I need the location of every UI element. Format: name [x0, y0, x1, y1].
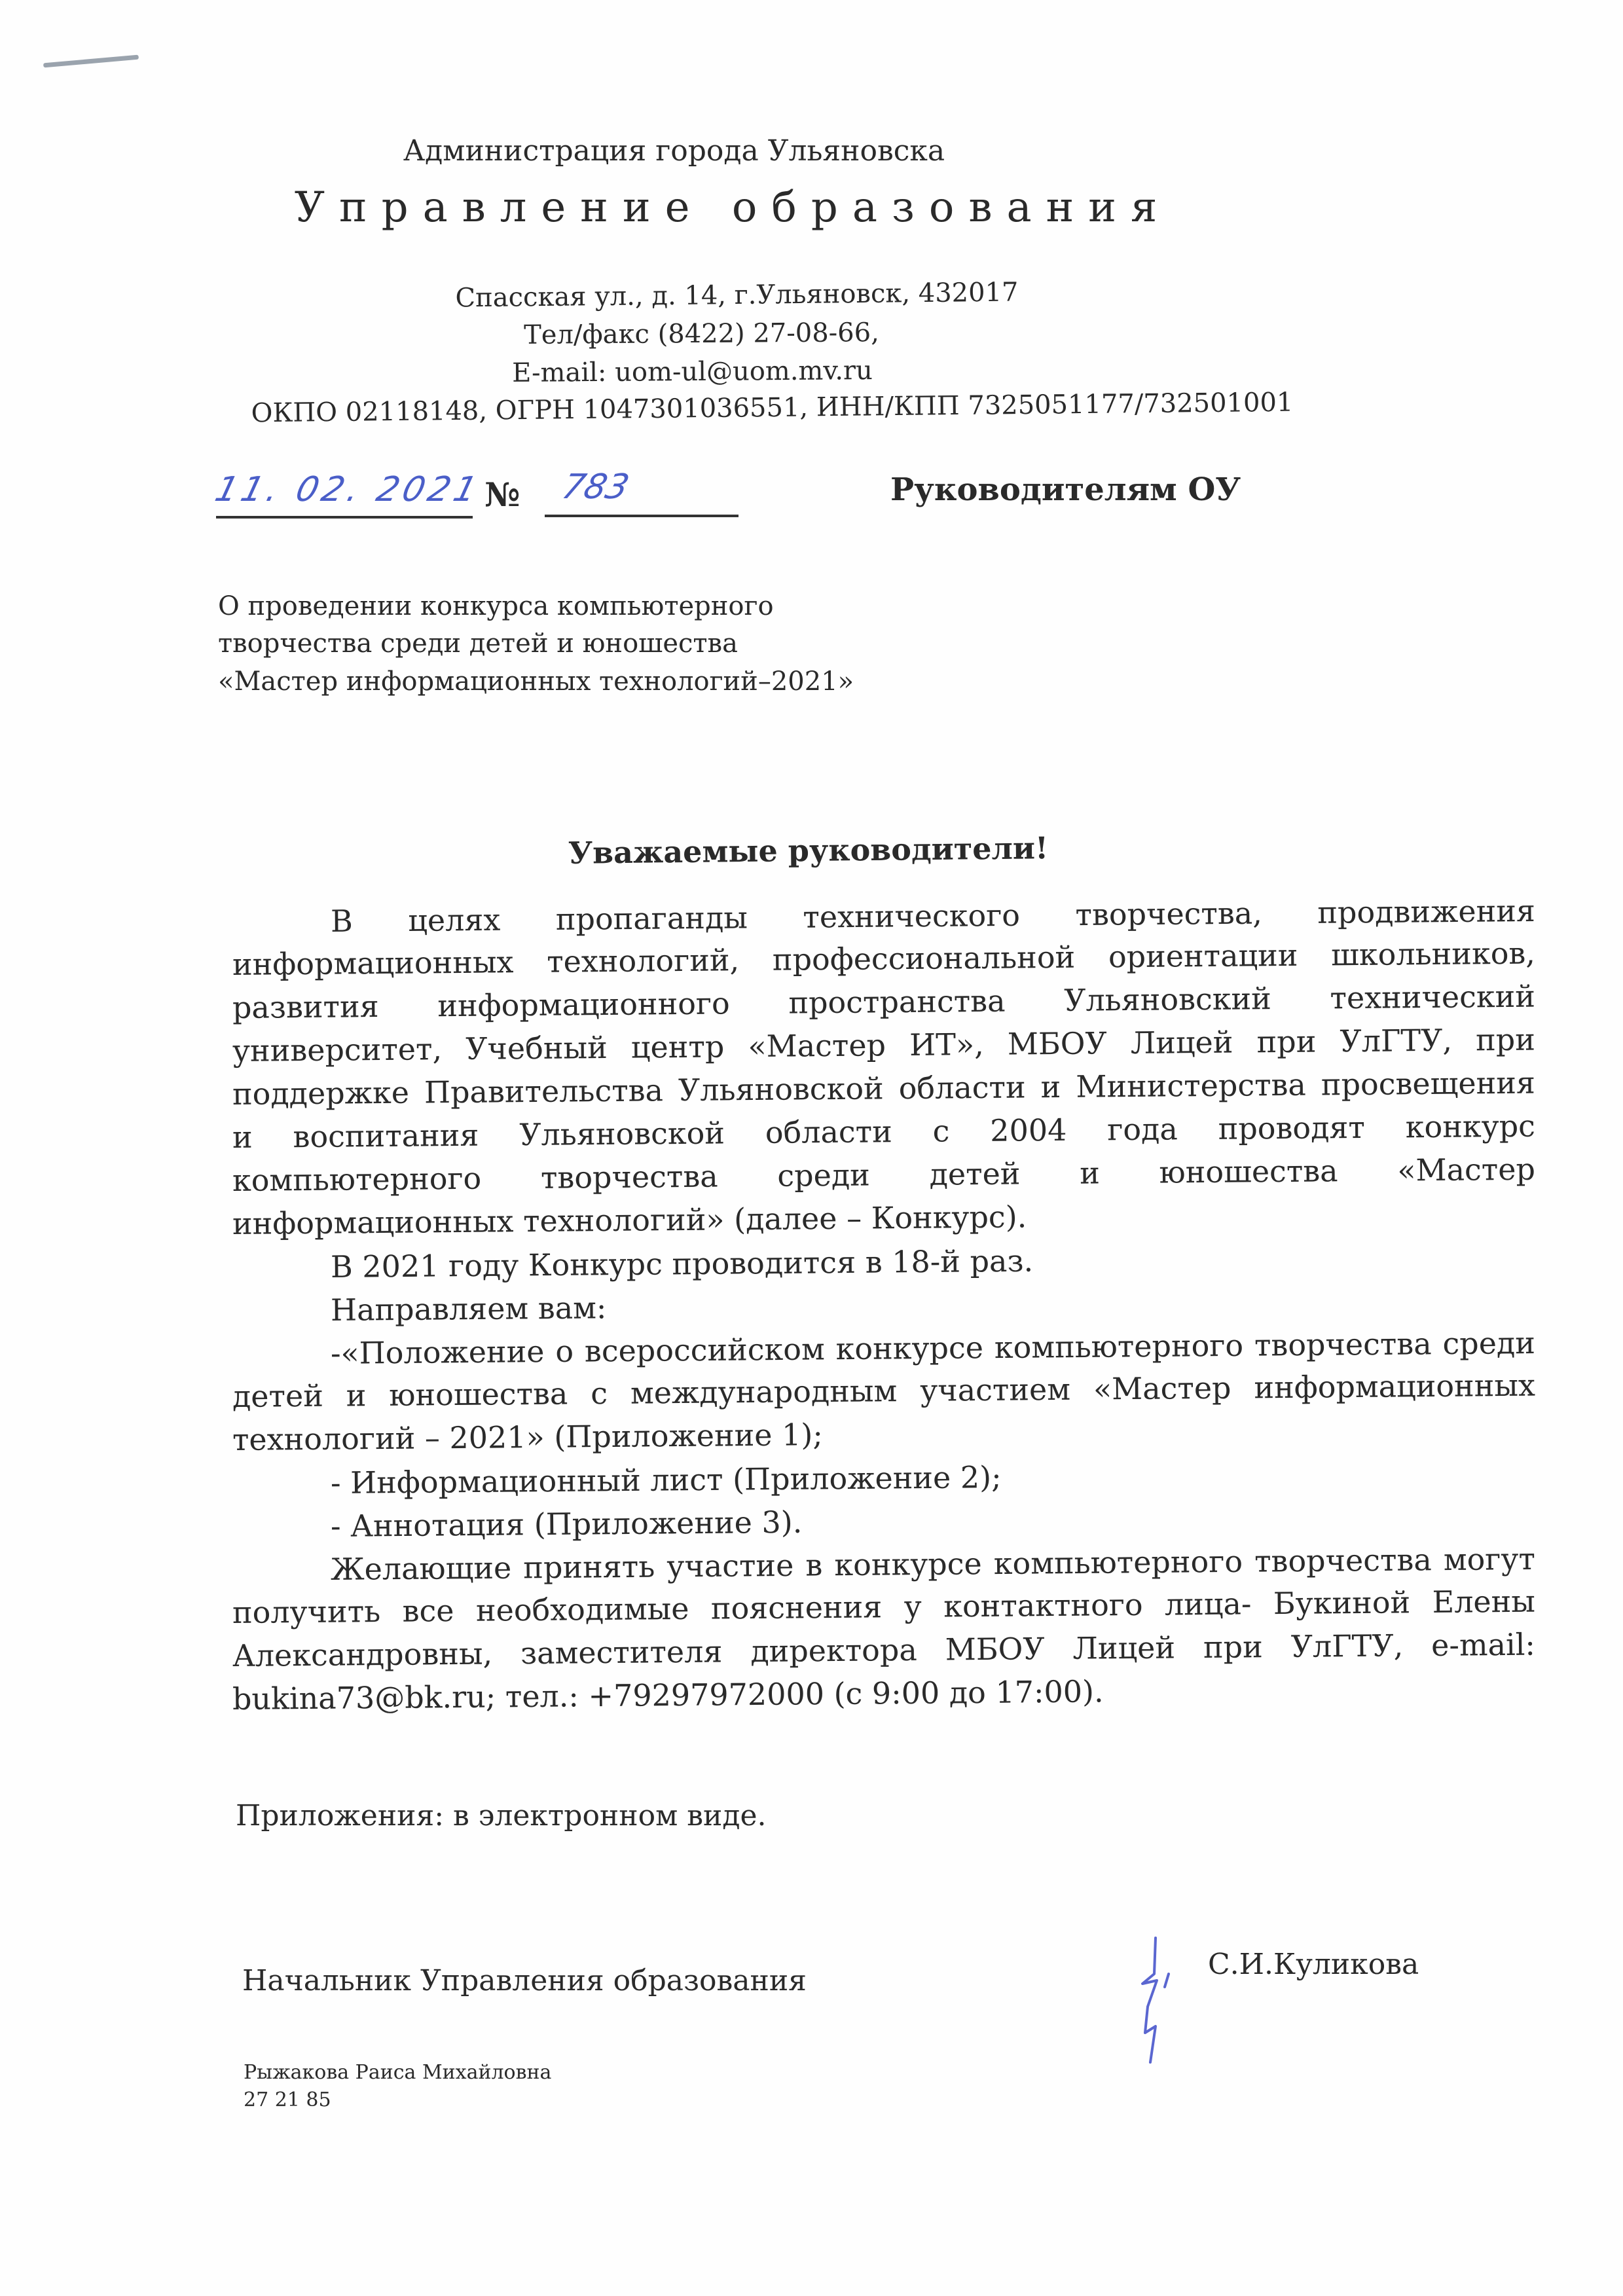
subject-line: творчества среди детей и юношества — [218, 629, 738, 659]
body-line: технологий – 2021» (Приложение 1); — [232, 1417, 824, 1457]
signatory-title: Начальник Управления образования — [242, 1964, 807, 1997]
body-line: университет, Учебный центр «Мастер ИТ», МБОУ Лицей при УлГТУ, при — [232, 1021, 1536, 1068]
body-line: информационных технологий» (далее – Конкурс). — [232, 1199, 1027, 1241]
body-line: В целях пропаганды технического творчества, продвижения — [330, 892, 1536, 939]
body-line: поддержке Правительства Ульяновской области и Министерства просвещения — [232, 1065, 1536, 1112]
department-name: Управление образования — [294, 183, 1172, 232]
date-underline — [216, 516, 473, 519]
body-line: Желающие принять участие в конкурсе компьютерного творчества могут — [330, 1540, 1536, 1587]
number-field — [545, 467, 739, 515]
subject-line: «Мастер информационных технологий–2021» — [218, 666, 854, 697]
handwritten-signature — [1116, 1935, 1208, 2066]
body-line: - Информационный лист (Приложение 2); — [330, 1459, 1002, 1501]
handwritten-number: 783 — [558, 467, 633, 507]
body-line: информационных технологий, профессиональной ориентации школьников, — [232, 935, 1536, 982]
body-line: развития информационного пространства Ульяновский технический — [232, 978, 1536, 1025]
number-sign: № — [484, 475, 520, 514]
handwritten-date: 11. 02. 2021 — [211, 470, 485, 509]
executor-phone: 27 21 85 — [244, 2088, 331, 2111]
body-line: В 2021 году Конкурс проводится в 18-й раз. — [330, 1243, 1034, 1285]
number-underline — [545, 515, 739, 517]
body-line: bukina73@bk.ru; тел.: +79297972000 (с 9:00 до 17:00). — [232, 1673, 1104, 1717]
body-line: - Аннотация (Приложение 3). — [330, 1504, 803, 1544]
executor-name: Рыжакова Раиса Михайловна — [244, 2061, 552, 2084]
subject-line: О проведении конкурса компьютерного — [218, 591, 774, 621]
greeting: Уважаемые руководители! — [568, 830, 1049, 871]
recipient: Руководителям ОУ — [890, 471, 1241, 508]
phone-fax: Тел/факс (8422) 27-08-66, — [524, 318, 879, 350]
address: Спасская ул., д. 14, г.Ульяновск, 432017 — [455, 277, 1019, 314]
body-line: получить все необходимые пояснения у контактного лица- Букиной Елены — [232, 1583, 1536, 1630]
body-line: детей и юношества с международным участием «Мастер информационных — [232, 1367, 1536, 1414]
registry-codes: ОКПО 02118148, ОГРН 1047301036551, ИНН/КПП 7325051177/732501001 — [251, 387, 1294, 429]
email: E-mail: uom-ul@uom.mv.ru — [511, 355, 873, 388]
body-line: компьютерного творчества среди детей и юношества «Мастер — [232, 1151, 1536, 1198]
date-field — [211, 470, 485, 515]
administration-name: Администрация города Ульяновска — [403, 134, 945, 168]
body-line: Александровны, заместителя директора МБОУ Лицей при УлГТУ, e-mail: — [232, 1626, 1536, 1673]
body-line: и воспитания Ульяновской области с 2004 года проводят конкурс — [232, 1108, 1536, 1155]
scan-artifact-mark — [43, 55, 139, 68]
body-line: Направляем вам: — [330, 1290, 607, 1328]
body-line: -«Положение о всероссийском конкурсе компьютерного творчества среди — [330, 1324, 1536, 1371]
attachments-note: Приложения: в электронном виде. — [236, 1799, 767, 1832]
signatory-name: С.И.Куликова — [1208, 1948, 1419, 1981]
